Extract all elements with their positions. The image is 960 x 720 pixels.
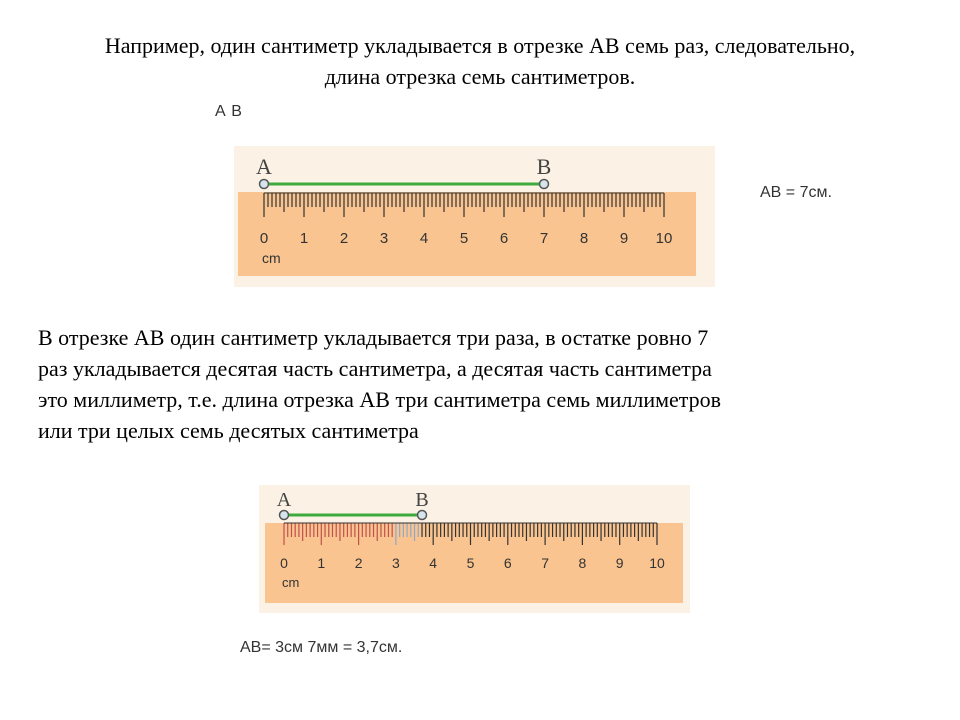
ruler-figure-3-7cm [259, 485, 690, 613]
explanation-line-4: или три целых семь десятых сантиметра [38, 418, 419, 443]
ruler-number: 6 [503, 555, 512, 571]
point-a-label: A [276, 489, 292, 511]
ruler-number: 9 [619, 230, 629, 247]
result-7cm: AB = 7см. [760, 184, 832, 201]
ruler-unit-label: cm [282, 575, 300, 590]
intro-line-1: Например, один сантиметр укладывается в отрезке АВ семь раз, следовательно, [104, 33, 856, 58]
ruler-3-7cm [259, 485, 690, 613]
ruler-number: 4 [419, 230, 429, 247]
small-ab-label: A B [215, 103, 243, 120]
ruler-unit-label: cm [262, 250, 281, 266]
ruler-number: 3 [379, 230, 389, 247]
point-b-label: B [415, 489, 429, 511]
ruler-number: 9 [615, 555, 624, 571]
ruler-number: 0 [259, 230, 269, 247]
ruler-number: 1 [317, 555, 326, 571]
ruler-number: 0 [280, 555, 288, 571]
ruler-number: 10 [655, 230, 673, 247]
ruler-number: 10 [649, 555, 665, 571]
explanation-line-2: раз укладывается десятая часть сантиметра, а десятая часть сантиметра [38, 356, 712, 381]
ruler-number: 4 [429, 555, 438, 571]
ruler-7cm [234, 146, 715, 287]
ruler-number: 6 [499, 230, 509, 247]
ruler-number: 2 [354, 555, 363, 571]
ruler-number: 8 [579, 230, 589, 247]
ruler-number: 2 [339, 230, 349, 247]
intro-text [0, 30, 960, 92]
ruler-number: 7 [539, 230, 549, 247]
ruler-number: 5 [466, 555, 475, 571]
result-3-7cm: AB= 3см 7мм = 3,7см. [240, 639, 403, 656]
ruler-number: 3 [392, 555, 400, 571]
point-b [418, 511, 427, 520]
ruler-figure-7cm [234, 146, 715, 287]
point-a [280, 511, 289, 520]
point-b-label: B [536, 154, 552, 179]
intro-line-2: длина отрезка семь сантиметров. [324, 64, 636, 89]
point-a [260, 180, 269, 189]
ruler-number: 8 [578, 555, 587, 571]
point-a-label: A [256, 154, 272, 179]
ruler-number: 1 [299, 230, 309, 247]
ruler-number: 5 [459, 230, 469, 247]
explanation-line-1: В отрезке АВ один сантиметр укладывается три раза, в остатке ровно 7 [38, 325, 709, 350]
explanation-text [38, 322, 918, 446]
explanation-line-3: это миллиметр, т.е. длина отрезка АВ три сантиметра семь миллиметров [38, 387, 722, 412]
point-b [540, 180, 549, 189]
ruler-number: 7 [541, 555, 549, 571]
